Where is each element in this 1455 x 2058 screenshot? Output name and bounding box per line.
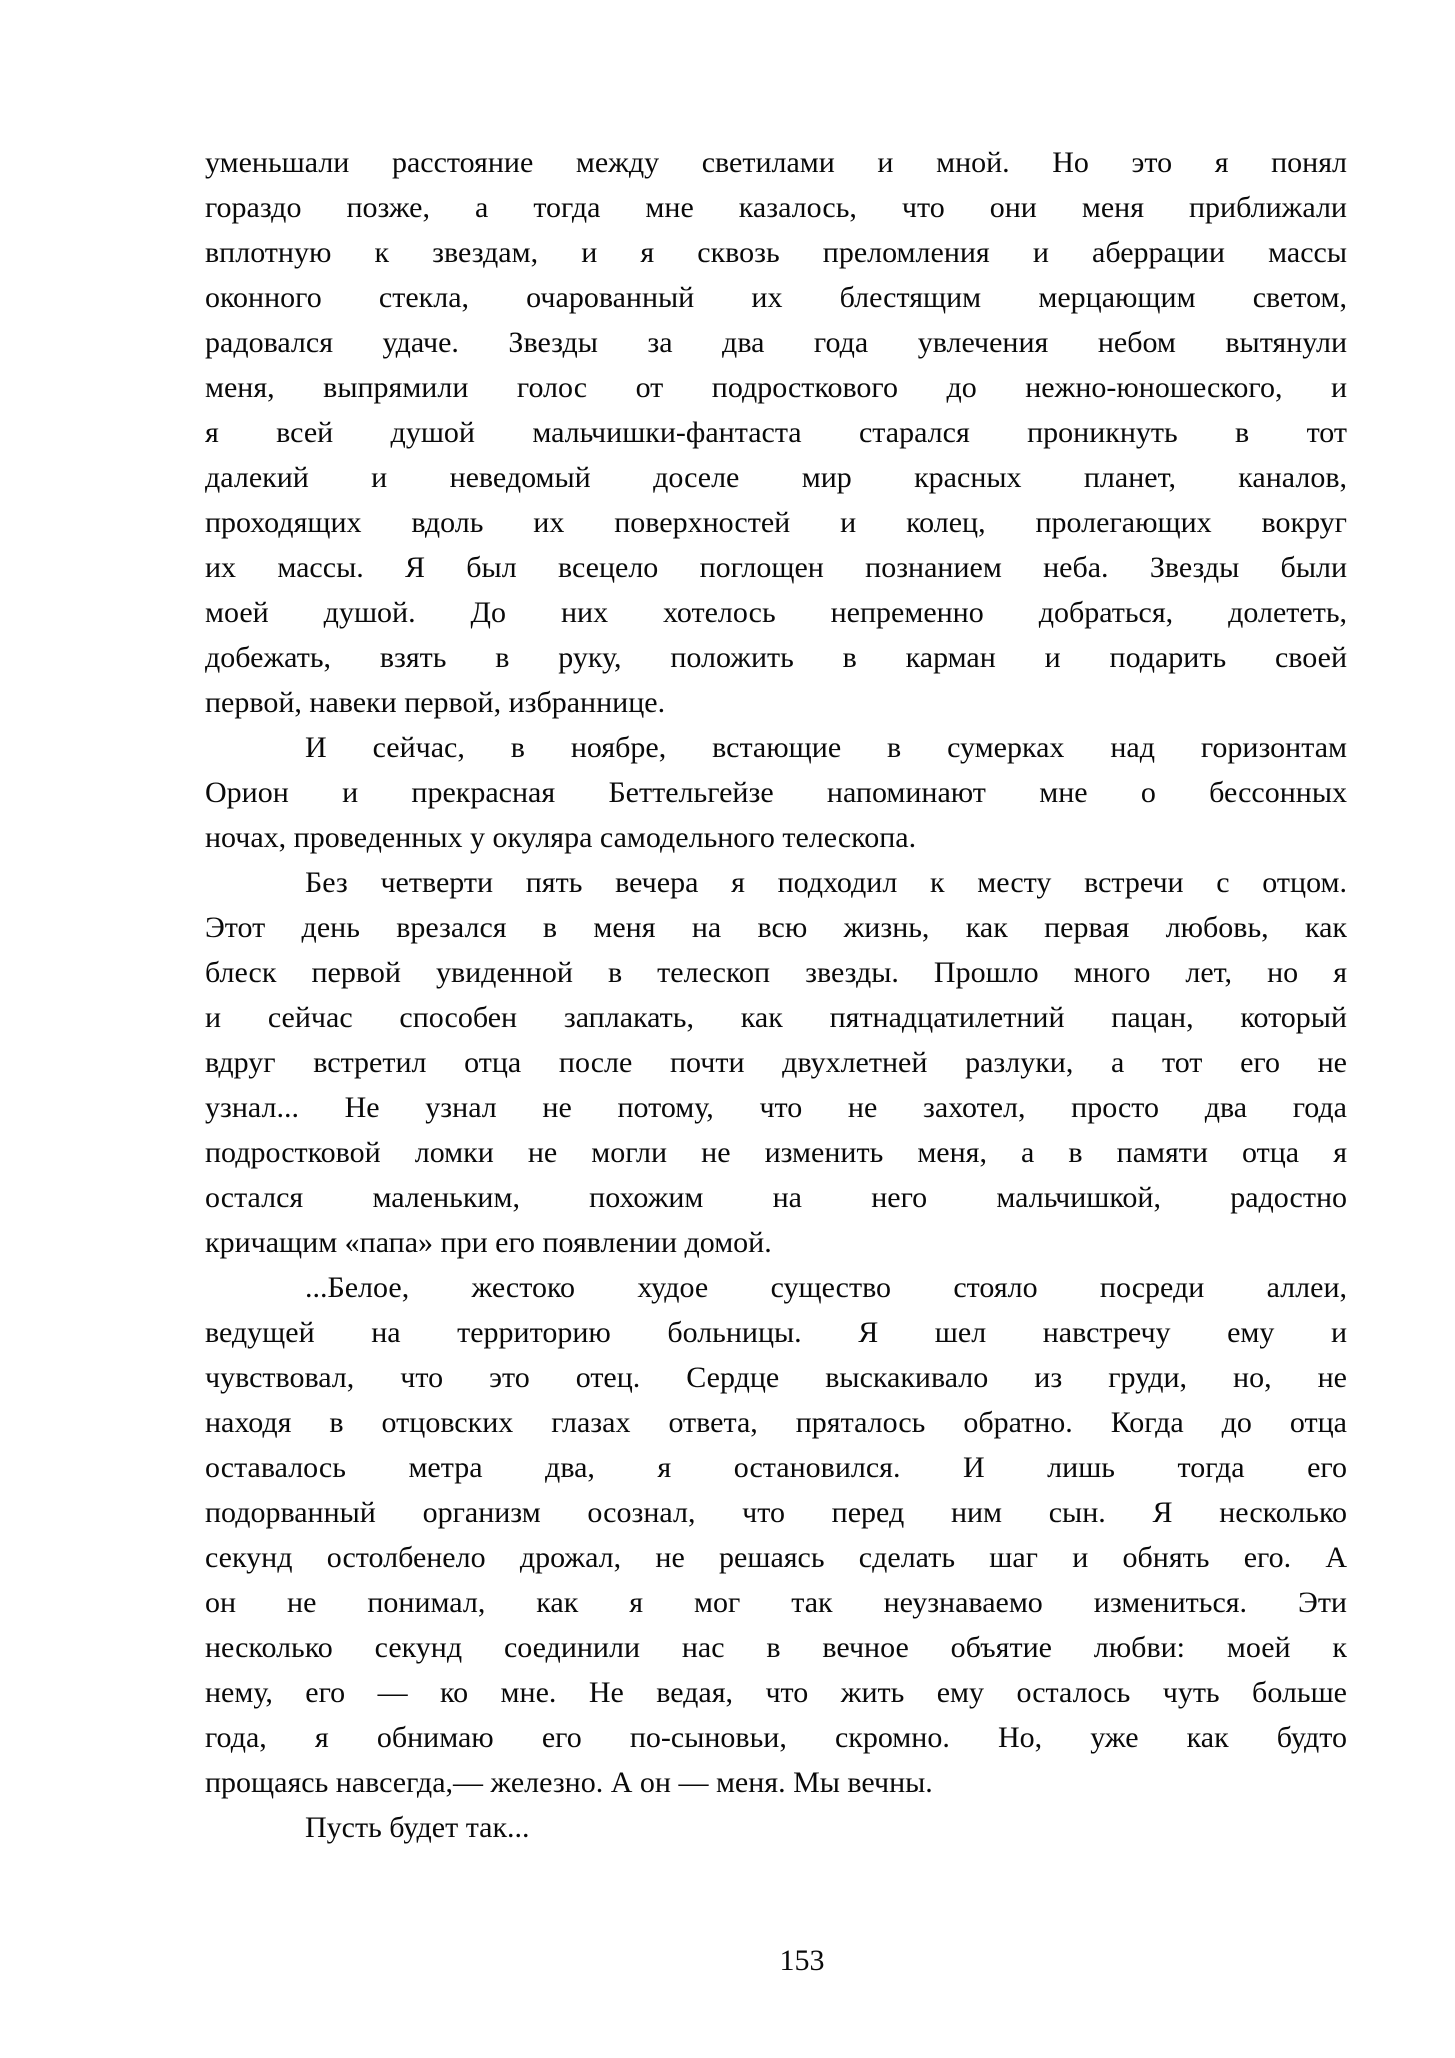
text-line: вдруг встретил отца после почти двухлетней разлуки, а тот его не — [205, 1046, 1347, 1079]
text-line: первой, навеки первой, избраннице. — [205, 686, 666, 719]
text-line: года, я обнимаю его по-сыновьи, скромно. Но, уже как будто — [205, 1721, 1347, 1754]
text-line: уменьшали расстояние между светилами и мной. Но это я понял — [205, 146, 1347, 179]
text-line: гораздо позже, а тогда мне казалось, что они меня приближали — [205, 191, 1347, 224]
text-line: моей душой. До них хотелось непременно добраться, долететь, — [205, 596, 1347, 629]
text-line: Пусть будет так... — [305, 1811, 530, 1844]
text-line: кричащим «папа» при его появлении домой. — [205, 1226, 772, 1259]
text-line: оставалось метра два, я остановился. И лишь тогда его — [205, 1451, 1347, 1484]
body-text — [205, 140, 1347, 1850]
text-line: Этот день врезался в меня на всю жизнь, как первая любовь, как — [205, 911, 1347, 944]
text-line: проходящих вдоль их поверхностей и колец, пролегающих вокруг — [205, 506, 1347, 539]
text-line: радовался удаче. Звезды за два года увлечения небом вытянули — [205, 326, 1347, 359]
text-line: прощаясь навсегда,— железно. А он — меня. Мы вечны. — [205, 1766, 933, 1799]
text-line: ночах, проведенных у окуляра самодельного телескопа. — [205, 821, 917, 854]
text-line: несколько секунд соединили нас в вечное объятие любви: моей к — [205, 1631, 1347, 1664]
text-line: секунд остолбенело дрожал, не решаясь сделать шаг и обнять его. А — [205, 1541, 1347, 1574]
page-number: 153 — [779, 1944, 825, 1977]
text-line: Без четверти пять вечера я подходил к месту встречи с отцом. — [305, 866, 1347, 899]
text-line: меня, выпрямили голос от подросткового до нежно-юношеского, и — [205, 371, 1347, 404]
text-line: блеск первой увиденной в телескоп звезды. Прошло много лет, но я — [205, 956, 1347, 989]
text-line: и сейчас способен заплакать, как пятнадцатилетний пацан, который — [205, 1001, 1347, 1034]
text-line: ...Белое, жестоко худое существо стояло посреди аллеи, — [305, 1271, 1347, 1304]
text-line: узнал... Не узнал не потому, что не захотел, просто два года — [205, 1091, 1347, 1124]
text-line: он не понимал, как я мог так неузнаваемо измениться. Эти — [205, 1586, 1347, 1619]
text-line: Орион и прекрасная Беттельгейзе напоминают мне о бессонных — [205, 776, 1347, 809]
text-line: я всей душой мальчишки-фантаста старался проникнуть в тот — [205, 416, 1347, 449]
text-line: подростковой ломки не могли не изменить меня, а в памяти отца я — [205, 1136, 1347, 1169]
text-line: их массы. Я был всецело поглощен познанием неба. Звезды были — [205, 551, 1347, 584]
text-line: ведущей на территорию больницы. Я шел навстречу ему и — [205, 1316, 1347, 1349]
text-line: находя в отцовских глазах ответа, пряталось обратно. Когда до отца — [205, 1406, 1347, 1439]
text-line: нему, его — ко мне. Не ведая, что жить ему осталось чуть больше — [205, 1676, 1347, 1709]
text-line: И сейчас, в ноябре, встающие в сумерках над горизонтам — [305, 731, 1347, 764]
text-line: вплотную к звездам, и я сквозь преломления и аберрации массы — [205, 236, 1347, 269]
text-line: подорванный организм осознал, что перед ним сын. Я несколько — [205, 1496, 1347, 1529]
text-line: остался маленьким, похожим на него мальчишкой, радостно — [205, 1181, 1347, 1214]
text-line: далекий и неведомый доселе мир красных планет, каналов, — [205, 461, 1347, 494]
text-line: добежать, взять в руку, положить в карман и подарить своей — [205, 641, 1347, 674]
text-line: чувствовал, что это отец. Сердце выскакивало из груди, но, не — [205, 1361, 1347, 1394]
text-line: оконного стекла, очарованный их блестящим мерцающим светом, — [205, 281, 1347, 314]
